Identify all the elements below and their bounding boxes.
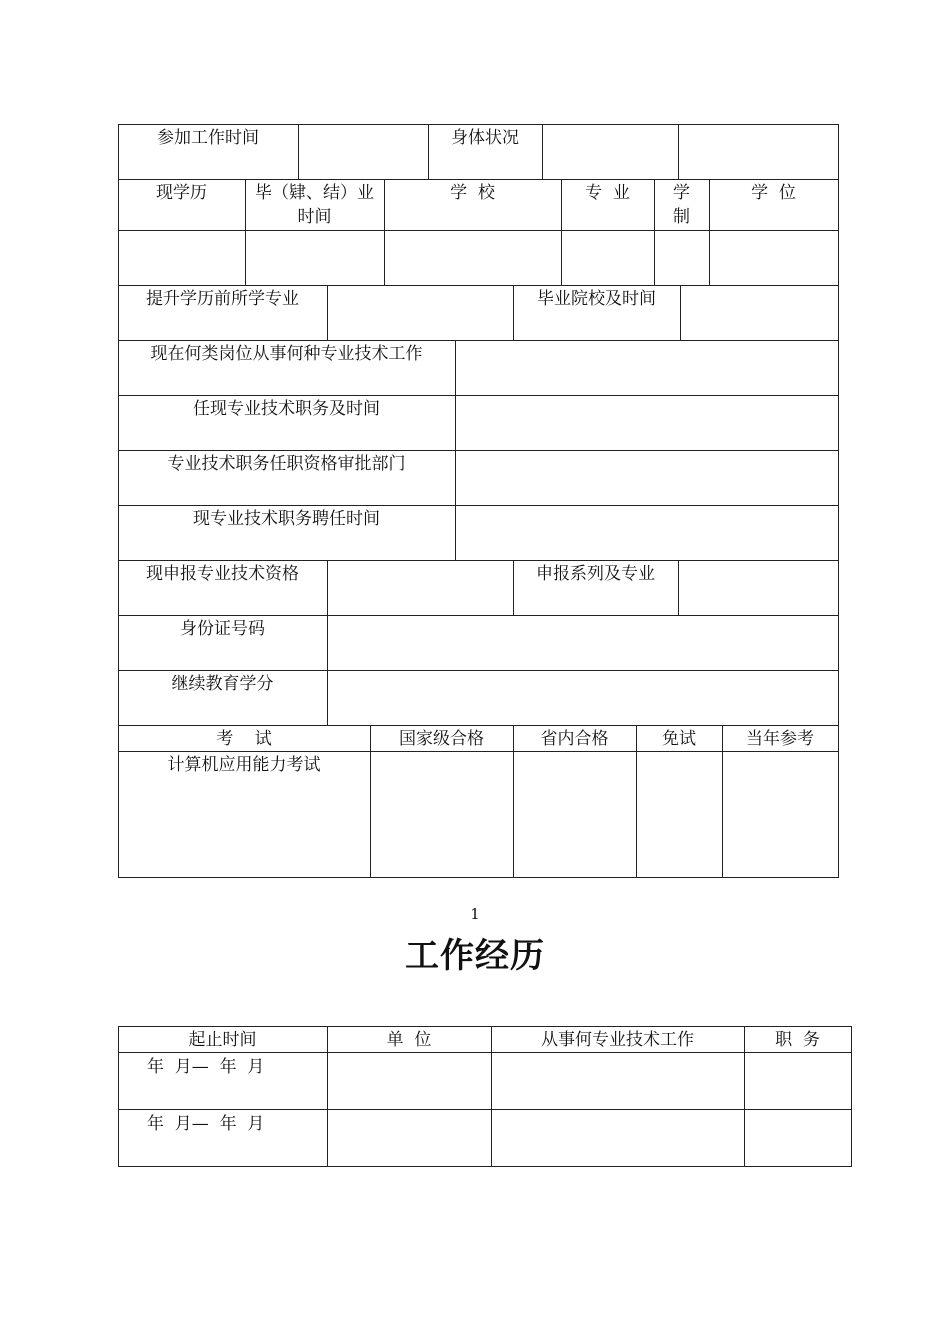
label-apply-series: 申报系列及专业 [536,564,655,584]
label-current-post: 现在何类岗位从事何种专业技术工作 [150,344,423,364]
label-school: 学 校 [450,183,495,203]
label-apply-qualification: 现申报专业技术资格 [146,564,299,584]
label-title-time: 任现专业技术职务及时间 [193,399,380,419]
label-previous-school: 毕业院校及时间 [537,289,656,309]
label-study-years-2: 制 [673,207,690,227]
label-exam-current: 当年参考 [746,729,814,749]
work-history-row-period: 年 月— 年 月 [147,1057,265,1077]
label-education: 现学历 [156,183,207,203]
label-study-years-1: 学 [673,183,690,203]
label-work-start: 参加工作时间 [157,128,259,148]
work-history-row-period: 年 月— 年 月 [147,1114,265,1134]
label-graduation-time-2: 时间 [297,207,332,227]
label-exam-exempt: 免试 [662,729,696,749]
label-health: 身体状况 [451,128,519,148]
label-credits: 继续教育学分 [171,674,274,694]
label-previous-major: 提升学历前所学专业 [146,289,299,309]
work-history-header-position: 职 务 [775,1030,820,1050]
work-history-header-unit: 单 位 [386,1030,432,1050]
label-major: 专 业 [585,183,630,203]
label-computer-exam: 计算机应用能力考试 [167,755,321,775]
work-history-heading: 工作经历 [405,936,545,976]
label-appoint-time: 现专业技术职务聘任时间 [193,509,380,529]
label-approval-dept: 专业技术职务任职资格审批部门 [167,454,406,474]
label-exam-national: 国家级合格 [399,729,484,749]
label-id-number: 身份证号码 [180,619,265,639]
page-number: 1 [470,905,480,923]
label-degree: 学 位 [751,183,796,203]
label-exam-provincial: 省内合格 [540,729,609,749]
work-history-header-period: 起止时间 [188,1030,257,1050]
work-history-header-work: 从事何专业技术工作 [541,1030,694,1050]
label-exam: 考 试 [216,729,272,749]
label-graduation-time: 毕（肄、结）业 [255,183,374,203]
